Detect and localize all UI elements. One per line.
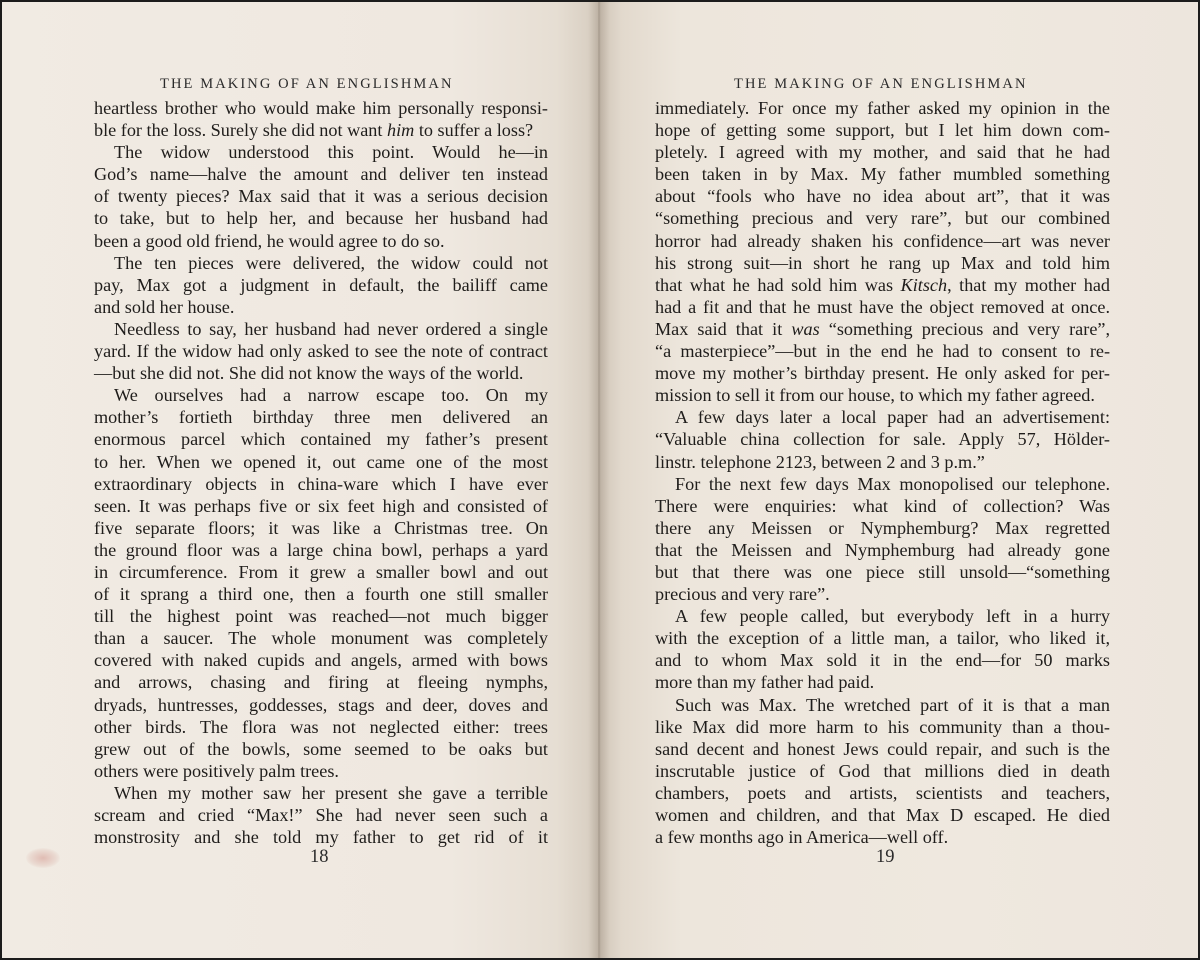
text-line: sand decent and honest Jews could repair, and such is the <box>655 738 1110 759</box>
text-line: chambers, poets and artists, scientists and teachers, <box>655 782 1110 803</box>
left-page <box>2 2 598 958</box>
text-line: his strong suit—in short he rang up Max and told him <box>655 252 1110 273</box>
italic-text: him <box>386 120 415 141</box>
text-run: “something precious and very rare”, <box>819 318 1111 339</box>
text-line: women and children, and that Max D escaped. He died <box>655 805 1110 825</box>
text-line: others were positively palm trees. <box>94 760 339 781</box>
text-run: , that my mother had <box>947 274 1110 295</box>
text-line: to her. When we opened it, out came one of the most <box>94 451 548 472</box>
text-line: about “fools who have no idea about art”, that it was <box>655 186 1110 207</box>
text-line: inscrutable justice of God that millions died in death <box>655 760 1110 781</box>
text-line: and to whom Max sold it in the end—for 50 marks <box>655 650 1110 671</box>
italic-text: Kitsch <box>900 274 948 295</box>
paragraph <box>655 605 1110 693</box>
text-line: immediately. For once my father asked my opinion in the <box>655 98 1110 118</box>
text-line: been taken in by Max. My father mumbled something <box>655 164 1110 185</box>
text-line: Needless to say, her husband had never ordered a single <box>114 318 548 339</box>
text-line: than a saucer. The whole monument was completely <box>94 628 548 649</box>
text-line: had a fit and that he must have the object removed at once. <box>655 296 1110 317</box>
text-line: more than my father had paid. <box>655 672 875 693</box>
text-line: but that there was one piece still unsold—“something <box>655 561 1110 582</box>
text-line: pay, Max got a judgment in default, the bailiff came <box>94 274 548 295</box>
text-line: Such was Max. The wretched part of it is that a man <box>675 694 1110 715</box>
text-line: grew out of the bowls, some seemed to be oaks but <box>94 738 548 759</box>
text-line: horror had already shaken his confidence—art was never <box>655 230 1110 251</box>
text-line: linstr. telephone 2123, between 2 and 3 p.m.” <box>655 451 985 472</box>
page-number-left: 18 <box>310 847 329 867</box>
text-line: We ourselves had a narrow escape too. On my <box>114 385 548 406</box>
text-line: and sold her house. <box>94 296 235 317</box>
text-line: there any Meissen or Nymphemburg? Max regretted <box>655 517 1110 538</box>
paragraph <box>655 97 1110 406</box>
book-gutter <box>588 2 610 958</box>
text-line: a few months ago in America—well off. <box>655 827 949 848</box>
text-line: the ground floor was a large china bowl, perhaps a yard <box>94 539 548 560</box>
text-line: to take, but to help her, and because her husband had <box>94 208 548 229</box>
text-line: The ten pieces were delivered, the widow could not <box>114 252 548 273</box>
text-line: other birds. The flora was not neglected either: trees <box>94 716 548 737</box>
text-line: precious and very rare”. <box>655 584 830 605</box>
italic-text: was <box>791 318 820 339</box>
text-line: A few days later a local paper had an advertisement: <box>675 407 1110 428</box>
text-line: dryads, huntresses, goddesses, stags and deer, doves and <box>94 694 548 715</box>
text-line: scream and cried “Max!” She had never seen such a <box>94 805 548 825</box>
text-run: to suffer a loss? <box>414 120 534 141</box>
body-text-left <box>94 97 548 848</box>
text-line: move my mother’s birthday present. He only asked for per- <box>655 363 1110 384</box>
paragraph <box>94 318 548 384</box>
text-line: “Valuable china collection for sale. Apply 57, Hölder- <box>655 429 1110 450</box>
text-line: A few people called, but everybody left in a hurry <box>675 606 1110 627</box>
text-line: extraordinary objects in china-ware which I have ever <box>94 473 548 494</box>
text-run: that what he had sold him was <box>655 274 901 295</box>
text-line: mother’s fortieth birthday three men delivered an <box>94 407 548 428</box>
text-line: pletely. I agreed with my mother, and said that he had <box>655 142 1110 163</box>
text-run: Max said that it <box>655 318 792 339</box>
text-line: five separate floors; it was like a Christmas tree. On <box>94 517 548 538</box>
paragraph <box>94 782 548 848</box>
text-line: enormous parcel which contained my father’s present <box>94 429 548 450</box>
text-line: till the highest point was reached—not much bigger <box>94 606 548 627</box>
paragraph <box>94 141 548 251</box>
text-line: —but she did not. She did not know the ways of the world. <box>94 363 524 384</box>
text-run: ble for the loss. Surely she did not want <box>94 120 387 141</box>
text-line: seen. It was perhaps five or six feet high and consisted of <box>94 495 548 516</box>
text-line: been a good old friend, he would agree to do so. <box>94 230 445 251</box>
text-line: in circumference. From it grew a smaller bowl and out <box>94 561 548 582</box>
text-line: “a masterpiece”—but in the end he had to consent to re- <box>655 341 1110 362</box>
paragraph <box>655 694 1110 849</box>
text-line: yard. If the widow had only asked to see the note of contract <box>94 341 548 362</box>
text-line: God’s name—halve the amount and deliver ten instead <box>94 164 548 185</box>
text-line: When my mother saw her present she gave a terrible <box>114 782 548 803</box>
right-page <box>598 2 1198 958</box>
paragraph <box>94 384 548 782</box>
text-line: “something precious and very rare”, but our combined <box>655 208 1110 229</box>
text-line: covered with naked cupids and angels, armed with bows <box>94 650 548 671</box>
text-line: that the Meissen and Nymphemburg had already gone <box>655 539 1110 560</box>
body-text-right <box>655 97 1110 848</box>
paragraph <box>94 97 548 141</box>
running-head-right: THE MAKING OF AN ENGLISHMAN <box>734 76 1028 92</box>
text-line: and arrows, chasing and firing at fleeing nymphs, <box>94 672 548 693</box>
text-line: There were enquiries: what kind of collection? Was <box>655 495 1110 516</box>
text-line: mission to sell it from our house, to which my father agreed. <box>655 385 1095 406</box>
text-line: of twenty pieces? Max said that it was a serious decision <box>94 186 548 207</box>
text-line <box>655 318 1110 340</box>
text-line: monstrosity and she told my father to get rid of it <box>94 827 548 848</box>
text-line: The widow understood this point. Would he—in <box>114 142 548 163</box>
text-line: of it sprang a third one, then a fourth one still smaller <box>94 584 548 605</box>
text-line: like Max did more harm to his community than a thou- <box>655 716 1110 737</box>
text-line: hope of getting some support, but I let him down com- <box>655 120 1110 141</box>
paragraph <box>655 473 1110 606</box>
text-line <box>655 274 1110 296</box>
text-line <box>94 119 548 141</box>
paragraph <box>655 406 1110 472</box>
paper-stain <box>26 848 60 868</box>
text-line: with the exception of a little man, a tailor, who liked it, <box>655 628 1110 649</box>
running-head-left: THE MAKING OF AN ENGLISHMAN <box>160 76 454 92</box>
text-line: For the next few days Max monopolised our telephone. <box>675 473 1110 494</box>
page-number-right: 19 <box>876 847 895 867</box>
text-line: heartless brother who would make him personally responsi- <box>94 98 548 118</box>
paragraph <box>94 252 548 318</box>
